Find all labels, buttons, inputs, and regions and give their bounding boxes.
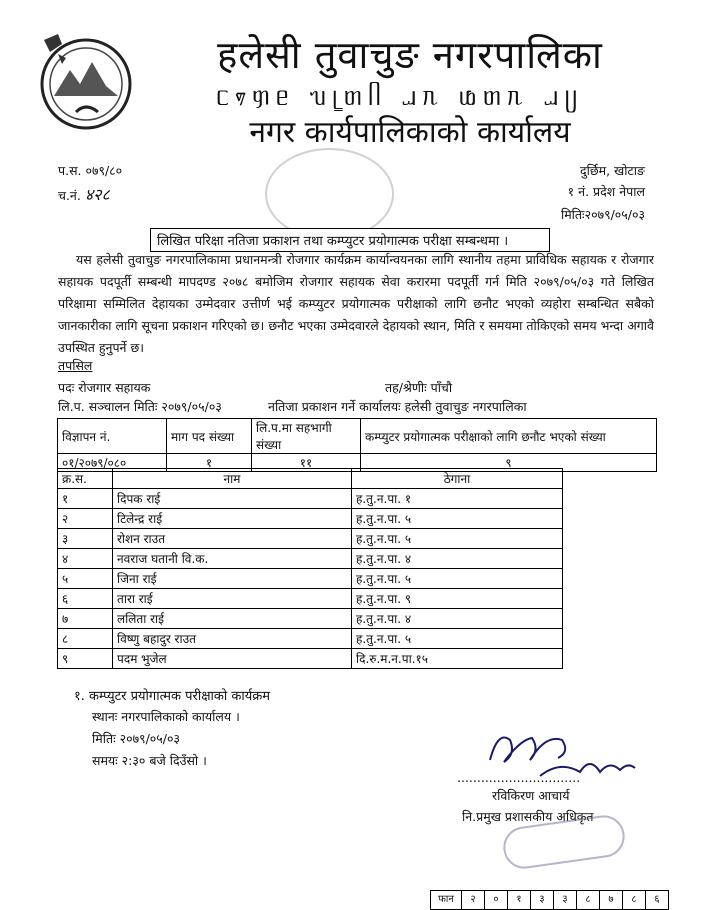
serial-cell: ५ xyxy=(58,569,113,589)
program-date: मितिः २०७९/०५/०३ xyxy=(92,731,180,746)
name-cell: टिलेन्द्र राई xyxy=(113,509,352,529)
name-cell: रोशन राउत xyxy=(113,529,352,549)
address-line1: दुर्छिम, खोटाङ xyxy=(579,163,645,178)
serial-cell: ६ xyxy=(58,589,113,609)
name-cell: विष्णु बहादुर राउत xyxy=(113,629,352,649)
summary-cell: ०१/२०७९/०८० xyxy=(58,454,167,472)
municipality-title-script: ᥴ᥏ᥞᥱ ᥔᥧᥖᥥ ᥘᥰ ᥚᥖᥰ ᥘᥩ xyxy=(216,82,584,112)
candidates-header-row xyxy=(58,469,563,489)
serial-cell: ४ xyxy=(58,549,113,569)
reference-cn-label: च.नं. xyxy=(58,188,81,203)
address-line2: १ नं. प्रदेश नेपाल xyxy=(567,184,645,199)
name-cell: पदम भुजेल xyxy=(113,649,352,669)
name-cell: जिना राई xyxy=(113,569,352,589)
tapsil-heading: तपसिल xyxy=(58,358,93,373)
serial-cell: २ xyxy=(58,509,113,529)
municipality-title: हलेसी तुवाचुङ नगरपालिका xyxy=(217,33,603,77)
name-cell: ललिता राई xyxy=(113,609,352,629)
program-title: १. कम्प्युटर प्रयोगात्मक परीक्षाको कार्यक्रम xyxy=(74,689,271,704)
address-cell: ह.तु.न.पा. ५ xyxy=(352,569,563,589)
address-cell: ह.तु.न.पा. १ xyxy=(352,489,563,509)
table-row xyxy=(58,609,563,629)
reference-cn-value: ४२८ xyxy=(84,185,110,204)
address-cell: ह.तु.न.पा. ५ xyxy=(352,529,563,549)
candidates-table xyxy=(57,468,563,669)
summary-table xyxy=(57,418,657,472)
table-row xyxy=(58,489,563,509)
summary-header-cell: कम्प्युटर प्रयोगात्मक परीक्षाको लागि छनौट भएको संख्या xyxy=(361,419,657,454)
table-row xyxy=(58,629,563,649)
name-cell: तारा राई xyxy=(113,589,352,609)
footer-label: फान xyxy=(438,894,454,905)
summary-header-cell: माग पद संख्या xyxy=(167,419,252,454)
table-row xyxy=(58,649,563,669)
subject-box: लिखित परिक्षा नतिजा प्रकाशन तथा कम्प्युटर प्रयोगात्मक परीक्षा सम्बन्धमा । xyxy=(150,228,550,252)
serial-cell: ३ xyxy=(58,529,113,549)
exam-date: लि.प. सञ्चालन मितिः २०७९/०५/०३ xyxy=(58,399,222,414)
address-cell: ह.तु.न.पा. ५ xyxy=(352,629,563,649)
summary-header-cell: लि.प.मा सहभागी संख्या xyxy=(252,419,361,454)
post-label: पदः रोजगार सहायक xyxy=(58,380,151,395)
address-cell: दि.रु.म.न.पा.१५ xyxy=(352,649,563,669)
footer-digit: ३ xyxy=(553,891,576,909)
program-time: समयः २:३० बजे दिउँसो । xyxy=(92,753,207,768)
notice-body: यस हलेसी तुवाचुङ नगरपालिकामा प्रधानमन्त्री रोजगार कार्यक्रम कार्यान्वयनका लागि स्थानीय तहमा प्राविधिक सहायक र रोजगार सहायक पदपूर्ती सम्बन्धी मापदण्ड २०७८ बमोजिम रोजगार सहायक सेवा करारमा पदपूर्ती गर्न मिति २०७९/०५/०३ गते लिखित परिक्षामा सम्मिलित देहायका उम्मेदवार उत्तीर्ण भई कम्प्युटर प्रयोगात्मक परीक्षाको लागि छनौट भएको व्यहोरा सम्बन्धित सबैको जानकारीका लागि सूचना प्रकाशन गरिएको छ। छनौट भएका उम्मेदवारले देहायको स्थान, मिति र समयमा तोकिएको समय भन्दा अगावै उपस्थित हुनुपर्ने छ। xyxy=(58,252,654,355)
table-row xyxy=(58,549,563,569)
footer-digit: २ xyxy=(461,891,484,909)
table-row xyxy=(58,529,563,549)
serial-cell: ९ xyxy=(58,649,113,669)
candidates-header-cell: ठेगाना xyxy=(352,469,563,489)
table-row xyxy=(58,589,563,609)
office-seal-stamp xyxy=(265,148,394,240)
municipality-emblem-icon xyxy=(36,30,136,138)
candidates-header-cell: क्र.स. xyxy=(58,469,113,489)
signatory-name: रविकिरण आचार्य xyxy=(492,788,570,803)
summary-cell: ११ xyxy=(252,454,361,472)
name-cell: दिपक राई xyxy=(113,489,352,509)
serial-cell: ७ xyxy=(58,609,113,629)
reference-cn xyxy=(58,183,110,205)
signature-dots: ............................... xyxy=(457,770,581,785)
reference-ps: प.स. ०७९/८० xyxy=(58,163,123,178)
serial-cell: ८ xyxy=(58,629,113,649)
post-level: तह/श्रेणीः पाँचौ xyxy=(385,380,453,395)
address-cell: ह.तु.न.पा. ४ xyxy=(352,549,563,569)
letter-date: मितिः२०७९/०५/०३ xyxy=(560,207,645,222)
table-row xyxy=(58,509,563,529)
summary-cell: ९ xyxy=(361,454,657,472)
footer-digit: ८ xyxy=(576,891,599,909)
summary-header-cell: विज्ञापन नं. xyxy=(58,419,167,454)
program-place: स्थानः नगरपालिकाको कार्यालय । xyxy=(92,709,240,724)
signatory-designation: नि.प्रमुख प्रशासकीय अधिकृत xyxy=(462,809,594,824)
address-cell: ह.तु.न.पा. ५ xyxy=(352,509,563,529)
official-stamp xyxy=(500,812,630,872)
candidates-header-cell: नाम xyxy=(113,469,352,489)
footer-digit: ० xyxy=(484,891,507,909)
footer-digit: १ xyxy=(507,891,530,909)
footer-digit: ६ xyxy=(645,891,668,909)
summary-cell: १ xyxy=(167,454,252,472)
result-office: नतिजा प्रकाशन गर्ने कार्यालयः हलेसी तुवाचुङ नगरपालिका xyxy=(268,399,527,414)
table-row xyxy=(58,569,563,589)
summary-header-row xyxy=(58,419,657,454)
office-title: नगर कार्यपालिकाको कार्यालय xyxy=(249,115,571,150)
footer-digit: ८ xyxy=(622,891,645,909)
footer-digit: ७ xyxy=(599,891,622,909)
address-cell: ह.तु.न.पा. ४ xyxy=(352,609,563,629)
address-cell: ह.तु.न.पा. ९ xyxy=(352,589,563,609)
footer-number-box xyxy=(430,890,669,910)
serial-cell: १ xyxy=(58,489,113,509)
name-cell: नवराज घतानी वि.क. xyxy=(113,549,352,569)
footer-digit: ३ xyxy=(530,891,553,909)
